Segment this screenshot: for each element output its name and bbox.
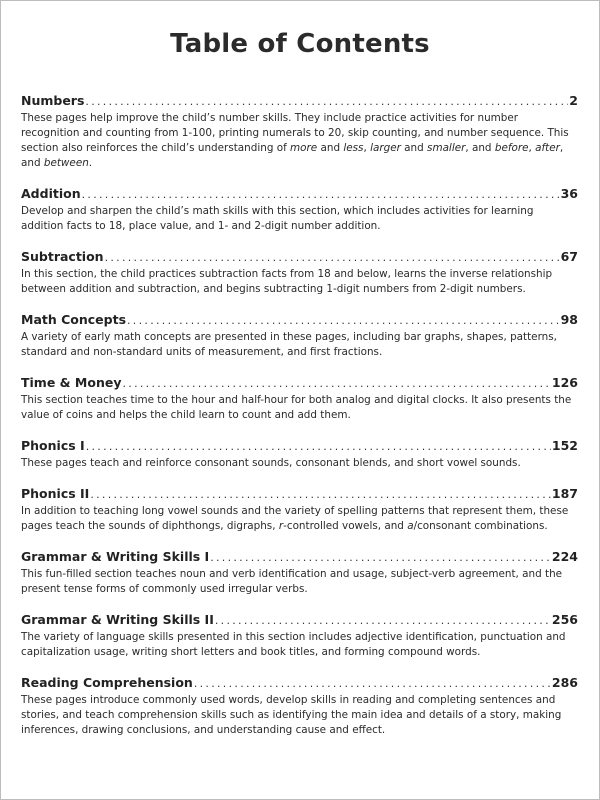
section-description: These pages introduce commonly used words, develop skills in reading and completing sentences and stories, and teach comprehension skills such as identifying the main idea and details of a story, making inferences, drawing conclusions, and understanding cause and effect. <box>21 694 562 736</box>
section-title: Subtraction <box>21 249 104 264</box>
section-description: This section teaches time to the hour and half-hour for both analog and digital clocks. It also presents the value of coins and helps the child learn to count and add them. <box>21 394 572 421</box>
dot-leader <box>82 186 560 202</box>
section-description: These pages help improve the child’s number skills. They include practice activities for number recognition and counting from 1-100, printing numerals to 20, skip counting, and number sequence. This section also reinforces the child’s understanding of more and less, larger and smaller, and before, after, and between. <box>21 112 569 169</box>
page-number: 286 <box>551 675 578 690</box>
section-title: Phonics II <box>21 486 90 501</box>
toc-entry-heading <box>21 438 578 454</box>
toc-entry-heading <box>21 312 578 328</box>
toc-entry-heading <box>21 612 578 628</box>
page-number: 2 <box>569 93 578 108</box>
toc-entry <box>21 375 578 423</box>
page-number: 152 <box>551 438 578 453</box>
dot-leader <box>105 249 560 265</box>
page-number: 187 <box>551 486 578 501</box>
section-title: Phonics I <box>21 438 85 453</box>
toc-entry <box>21 612 578 660</box>
toc-entry-heading <box>21 675 578 691</box>
page-number: 256 <box>551 612 578 627</box>
section-description: The variety of language skills presented in this section includes adjective identification, punctuation and capitalization usage, writing short letters and book titles, and forming compound words. <box>21 631 566 658</box>
dot-leader <box>194 675 551 691</box>
section-title: Numbers <box>21 93 85 108</box>
dot-leader <box>122 375 550 391</box>
section-description: These pages teach and reinforce consonant sounds, consonant blends, and short vowel sounds. <box>21 457 521 469</box>
dot-leader <box>85 93 568 109</box>
toc-entry <box>21 249 578 297</box>
toc-entry <box>21 186 578 234</box>
section-title: Reading Comprehension <box>21 675 193 690</box>
page-title: Table of Contents <box>170 29 430 59</box>
toc-entry <box>21 438 578 471</box>
dot-leader <box>215 612 551 628</box>
dot-leader <box>86 438 551 454</box>
toc-entry-heading <box>21 375 578 391</box>
toc-entry-heading <box>21 186 578 202</box>
section-title: Grammar & Writing Skills II <box>21 612 214 627</box>
section-description: In addition to teaching long vowel sounds and the variety of spelling patterns that represent them, these pages teach the sounds of diphthongs, digraphs, r-controlled vowels, and a/consonant combinations. <box>21 505 569 532</box>
table-of-contents <box>21 93 578 753</box>
dot-leader <box>127 312 560 328</box>
section-title: Grammar & Writing Skills I <box>21 549 210 564</box>
section-description: Develop and sharpen the child’s math skills with this section, which includes activities for learning addition facts to 18, place value, and 1- and 2-digit number addition. <box>21 205 534 232</box>
toc-entry <box>21 312 578 360</box>
dot-leader <box>210 549 551 565</box>
toc-entry-heading <box>21 249 578 265</box>
toc-entry <box>21 93 578 171</box>
toc-entry <box>21 486 578 534</box>
section-title: Math Concepts <box>21 312 127 327</box>
section-description: In this section, the child practices subtraction facts from 18 and below, learns the inverse relationship between addition and subtraction, and begins subtracting 1-digit numbers from 2-digit numbers. <box>21 268 553 295</box>
page-number: 126 <box>551 375 578 390</box>
page-number: 224 <box>551 549 578 564</box>
toc-entry-heading <box>21 93 578 109</box>
toc-entry-heading <box>21 486 578 502</box>
section-title: Addition <box>21 186 81 201</box>
page-number: 36 <box>560 186 578 201</box>
page-number: 98 <box>560 312 578 327</box>
toc-entry <box>21 675 578 738</box>
section-description: This fun-filled section teaches noun and verb identification and usage, subject-verb agreement, and the present tense forms of commonly used irregular verbs. <box>21 568 563 595</box>
section-description: A variety of early math concepts are presented in these pages, including bar graphs, shapes, patterns, standard and non-standard units of measurement, and first fractions. <box>21 331 557 358</box>
toc-entry-heading <box>21 549 578 565</box>
section-title: Time & Money <box>21 375 122 390</box>
dot-leader <box>90 486 551 502</box>
toc-entry <box>21 549 578 597</box>
page-number: 67 <box>560 249 578 264</box>
